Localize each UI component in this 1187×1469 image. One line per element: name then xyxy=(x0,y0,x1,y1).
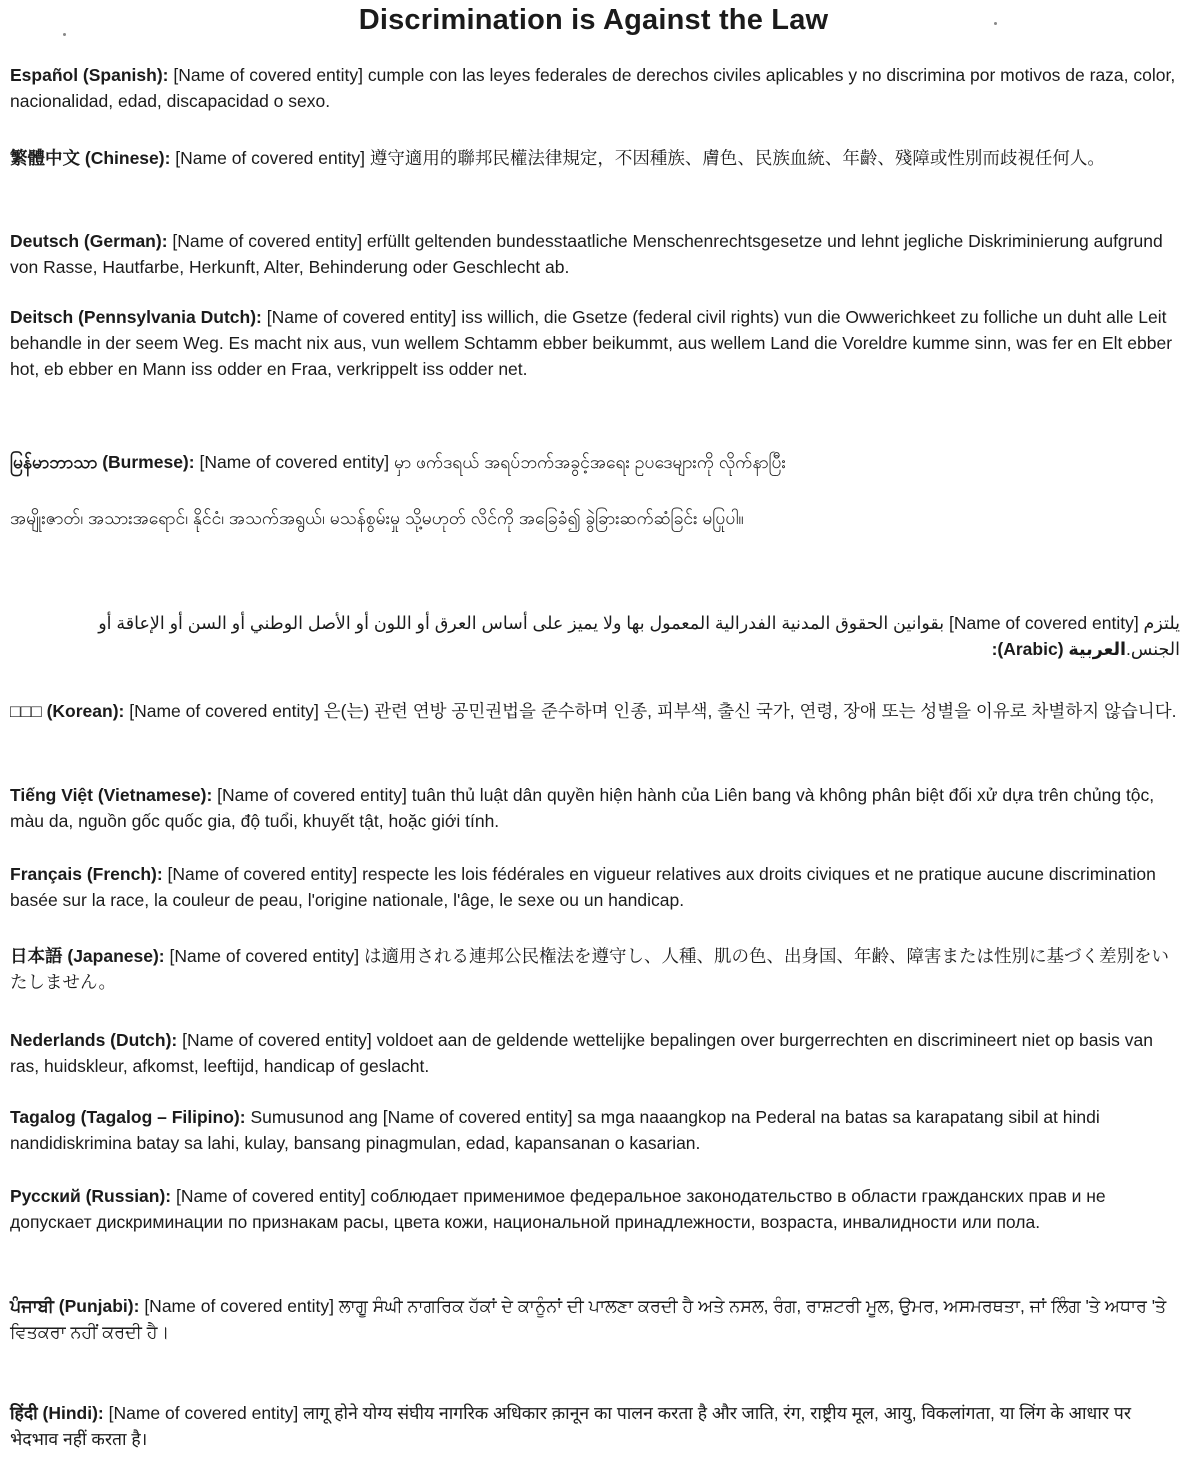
page-title: Discrimination is Against the Law xyxy=(358,4,829,36)
notice-burmese xyxy=(10,449,1180,531)
language-name: □□□ (Korean): xyxy=(10,701,125,721)
language-name: Deitsch (Pennsylvania Dutch): xyxy=(10,307,262,327)
notice-german xyxy=(10,228,1180,280)
notice-text: [Name of covered entity] 遵守適用的聯邦民權法律規定，不因種族、膚色、民族血統、年齡、殘障或性別而歧視任何人。 xyxy=(170,148,1105,168)
notice-french xyxy=(10,861,1180,913)
notice-chinese xyxy=(10,145,1180,171)
language-name: 日本語 (Japanese): xyxy=(10,946,165,966)
language-name: Español (Spanish): xyxy=(10,65,169,85)
notice-text: [Name of covered entity] erfüllt geltenden bundesstaatliche Menschenrechtsgesetze und lehnt jegliche Diskriminierung aufgrund von Rasse, Hautfarbe, Herkunft, Alter, Behinderung oder Geschlecht ab. xyxy=(10,231,1163,277)
notice-japanese xyxy=(10,943,1180,995)
notice-text: [Name of covered entity] cumple con las leyes federales de derechos civiles aplicables y no discrimina por motivos de raza, color, nacionalidad, edad, discapacidad o sexo. xyxy=(10,65,1176,111)
language-name: Русский (Russian): xyxy=(10,1186,172,1206)
notice-text: [Name of covered entity] соблюдает применимое федеральное законодательство в области гражданских прав и не допускает дискриминации по признакам расы, цвета кожи, национальной принадлежности, возраста, инвалидности или пола. xyxy=(10,1186,1106,1232)
notice-vietnamese xyxy=(10,782,1180,834)
notice-text: [Name of covered entity] respecte les lois fédérales en vigueur relatives aux droits civiques et ne pratique aucune discrimination basée sur la race, la couleur de peau, l'origine nationale, l'âge, le sexe ou un handicap. xyxy=(10,864,1156,910)
language-name: Deutsch (German): xyxy=(10,231,168,251)
notice-text: [Name of covered entity] は適用される連邦公民権法を遵守し、人種、肌の色、出身国、年齢、障害または性別に基づく差別をいたしません。 xyxy=(10,946,1170,992)
notice-punjabi xyxy=(10,1293,1180,1345)
language-name: မြန်မာဘာသာ (Burmese): xyxy=(10,452,195,472)
notice-text: [Name of covered entity] ਲਾਗੂ ਸੰਘੀ ਨਾਗਰਿਕ ਹੱਕਾਂ ਦੇ ਕਾਨੂੰਨਾਂ ਦੀ ਪਾਲਣਾ ਕਰਦੀ ਹੈ ਅਤੇ ਨਸਲ, ਰੰਗ, ਰਾਸ਼ਟਰੀ ਮੂਲ, ਉਮਰ, ਅਸਮਰਥਤਾ, ਜਾਂ ਲਿੰਗ 'ਤੇ ਅਧਾਰ 'ਤੇ ਵਿਤਕਰਾ ਨਹੀਂ ਕਰਦੀ ਹੈ। xyxy=(10,1296,1167,1342)
language-name: ਪੰਜਾਬੀ (Punjabi): xyxy=(10,1296,140,1316)
notice-text: [Name of covered entity] लागू होने योग्य संघीय नागरिक अधिकार क़ानून का पालन करता है और जाति, रंग, राष्ट्रीय मूल, आयु, विकलांगता, या लिंग के आधार पर भेदभाव नहीं करता है। xyxy=(10,1403,1131,1449)
language-name: Tagalog (Tagalog – Filipino): xyxy=(10,1107,246,1127)
notice-text-continued: အမျိုးဇာတ်၊ အသားအရောင်၊ နိုင်ငံ၊ အသက်အရွယ်၊ မသန်စွမ်းမှု သို့မဟုတ် လိင်ကို အခြေခံ၍ ခွဲခြားဆက်ဆံခြင်း မပြုပါ။ xyxy=(10,508,744,528)
language-name: Français (French): xyxy=(10,864,163,884)
language-name: 繁體中文 (Chinese): xyxy=(10,148,171,168)
notice-spanish xyxy=(10,62,1180,114)
notice-text: [Name of covered entity] မှာ ဖက်ဒရယ် အရပ်ဘက်အခွင့်အရေး ဥပဒေများကို လိုက်နာပြီး xyxy=(194,452,786,472)
notice-arabic xyxy=(10,610,1180,662)
notice-text: [Name of covered entity] iss willich, die Gsetze (federal civil rights) vun die Owwerichkeet zu folliche un duht alle Leit behandle in der seem Weg. Es macht nix aus, vun wellem Schtamm ebber beikummt, aus wellem Land die Voreldre kumme sinn, was fer en Elt ebber hot, eb ebber en Mann iss odder en Fraa, verkrippelt iss odder net. xyxy=(10,307,1173,379)
language-name: Tiếng Việt (Vietnamese): xyxy=(10,785,213,805)
notice-tagalog xyxy=(10,1104,1180,1156)
language-name: Nederlands (Dutch): xyxy=(10,1030,178,1050)
notice-text: Sumusunod ang [Name of covered entity] sa mga naaangkop na Pederal na batas sa karapatang sibil at hindi nandidiskrimina batay sa lahi, kulay, bansang pinagmulan, edad, kapansanan o kasarian. xyxy=(10,1107,1100,1153)
notice-russian xyxy=(10,1183,1180,1235)
language-name: العربية (Arabic): xyxy=(991,639,1127,659)
notice-text: [Name of covered entity] tuân thủ luật dân quyền hiện hành của Liên bang và không phân biệt đối xử dựa trên chủng tộc, màu da, nguồn gốc quốc gia, độ tuổi, khuyết tật, hoặc giới tính. xyxy=(10,785,1155,831)
notice-dutch xyxy=(10,1027,1180,1079)
notice-text: [Name of covered entity] 은(는) 관련 연방 공민권법을 준수하며 인종, 피부색, 출신 국가, 연령, 장애 또는 성별을 이유로 차별하지 않습니다. xyxy=(124,701,1177,721)
language-name: हिंदी (Hindi): xyxy=(10,1403,104,1423)
notice-text: [Name of covered entity] voldoet aan de geldende wettelijke bepalingen over burgerrechten en discrimineert niet op basis van ras, huidskleur, afkomst, leeftijd, handicap of geslacht. xyxy=(10,1030,1153,1076)
notice-text: يلتزم [Name of covered entity] بقوانين الحقوق المدنية الفدرالية المعمول بها ولا يميز على أساس العرق أو اللون أو الأصل الوطني أو السن أو الإعاقة أو الجنس. xyxy=(98,613,1180,659)
notice-pennsylvania-dutch xyxy=(10,304,1180,382)
line-gap xyxy=(10,475,1180,505)
notice-korean xyxy=(10,698,1180,724)
notice-hindi xyxy=(10,1400,1180,1452)
